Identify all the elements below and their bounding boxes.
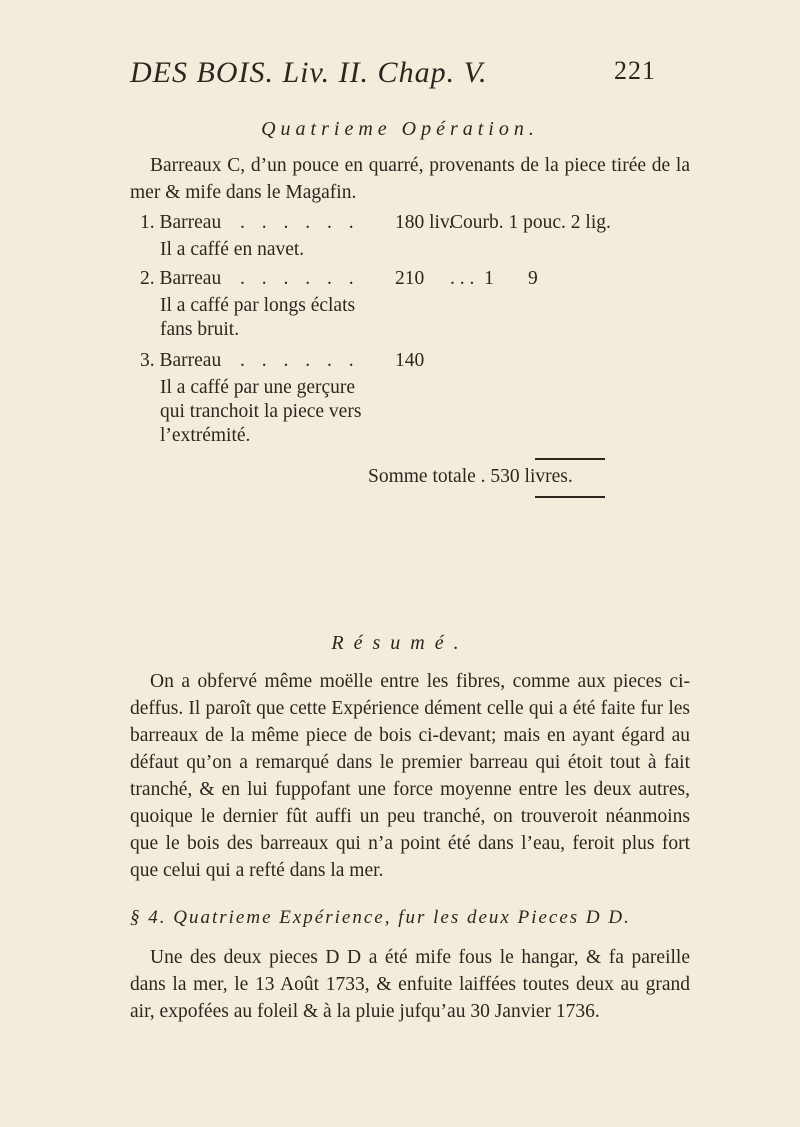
section-4-paragraph: Une des deux pieces D D a été mife fous le hangar, & fa pareille dans la mer, le 13 Août 1733, & enfuite laiffées toutes deux au grand air, expofées au foleil & à la pluie jufqu’au 30 Janvier 1736.: [130, 947, 690, 1022]
resume-paragraph: On a obfervé même moëlle entre les fibres, comme aux pieces ci-deffus. Il paroît que cette Expérience dément celle qui a été faite fur les barreaux de la même piece de bois ci-devant; mais en ayant égard au défaut qu’on a remarqué dans le premier barreau qui étoit tout à fait tranché, & en lui fuppofant une force moyenne entre les deux autres, quoique le dernier fût auffi un peu tranché, on trouveroit néanmoins que le bois des barreaux qui n’a point été dans l’eau, feroit plus fort que celui qui a refté dans la mer.: [130, 671, 690, 881]
row-extra: Courb. 1 pouc. 2 lig.: [450, 212, 611, 233]
sum-total: Somme totale . 530 livres.: [368, 466, 573, 487]
row-dots: . . . . . .: [240, 268, 360, 289]
intro-paragraph: Barreaux C, d’un pouce en quarré, provenants de la piece tirée de la mer & mife dans le Magafin.: [130, 155, 690, 203]
running-title: DES BOIS. Liv. II. Chap. V.: [130, 56, 488, 89]
sum-rule-bottom: [535, 496, 605, 498]
section-title: Quatrieme Opération.: [261, 118, 539, 140]
sum-rule-top: [535, 458, 605, 460]
row-label: 2. Barreau: [140, 268, 222, 289]
row-note: Il a caffé par longs éclats fans bruit.: [160, 295, 356, 340]
running-head: [130, 56, 656, 90]
row-note: Il a caffé en navet.: [160, 239, 305, 260]
row-weight: 210: [395, 268, 425, 289]
row-label: 3. Barreau: [140, 350, 222, 371]
row-dots: . . . . . .: [240, 350, 360, 371]
row-extra: . . . 1 9: [450, 268, 538, 289]
row-note: Il a caffé par une gerçure qui tranchoit la piece vers l’extrémité.: [160, 377, 362, 446]
row-label: 1. Barreau: [140, 212, 222, 233]
row-weight: 140: [395, 350, 425, 371]
row-dots: . . . . . .: [240, 212, 360, 233]
section-4-title: § 4. Quatrieme Expérience, fur les deux Pieces D D.: [130, 907, 631, 928]
resume-title: Résumé.: [331, 632, 469, 654]
page-number: 221: [614, 56, 656, 85]
row-weight: 180 liv.: [395, 212, 454, 233]
